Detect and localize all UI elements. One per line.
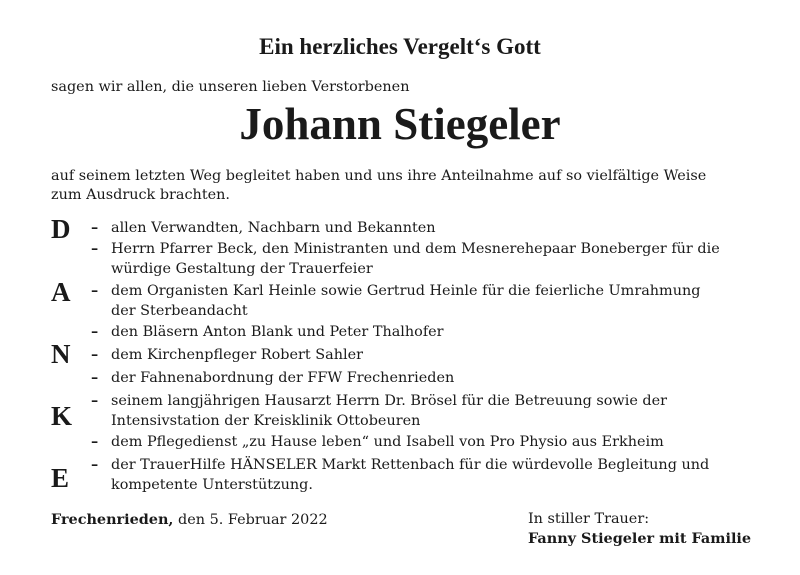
dash-bullet: – bbox=[91, 323, 99, 340]
dash-bullet: – bbox=[91, 219, 99, 236]
dash-bullet: – bbox=[91, 456, 99, 473]
thanks-item-text: Herrn Pfarrer Beck, den Ministranten und dem Mesnerehepaar Boneberger für die bbox=[111, 241, 720, 257]
dash-bullet: – bbox=[91, 369, 99, 386]
thanks-item bbox=[91, 391, 791, 431]
announcement-heading: Ein herzliches Vergelt‘s Gott bbox=[259, 34, 541, 59]
thanks-item-text-cont: Intensivstation der Kreisklinik Ottobeuren bbox=[111, 413, 421, 429]
dash-bullet: – bbox=[91, 346, 99, 363]
thanks-item-text-cont: kompetente Unterstützung. bbox=[111, 477, 313, 493]
thanks-item bbox=[91, 239, 791, 279]
dash-bullet: – bbox=[91, 392, 99, 409]
danke-letter-n: N bbox=[51, 339, 71, 369]
thanks-item-text: dem Kirchenpfleger Robert Sahler bbox=[111, 347, 363, 363]
danke-letter-e: E bbox=[51, 463, 70, 493]
danke-letter-a: A bbox=[51, 277, 71, 307]
thanks-item bbox=[91, 455, 791, 495]
thanks-item-text: dem Pflegedienst „zu Hause leben“ und Isabell von Pro Physio aus Erkheim bbox=[111, 434, 664, 450]
thanks-item-text-cont: der Sterbeandacht bbox=[111, 303, 248, 319]
thanks-item bbox=[91, 368, 791, 388]
date: den 5. Februar 2022 bbox=[173, 512, 328, 528]
thanks-item-text: allen Verwandten, Nachbarn und Bekannten bbox=[111, 220, 436, 236]
thanks-item-text-cont: würdige Gestaltung der Trauerfeier bbox=[111, 261, 373, 277]
thanks-item bbox=[91, 218, 791, 238]
thanks-item-text: der TrauerHilfe HÄNSELER Markt Rettenbach für die würdevolle Begleitung und bbox=[111, 457, 710, 473]
thanks-item bbox=[91, 432, 791, 452]
deceased-name: Johann Stiegeler bbox=[239, 99, 561, 149]
body-text-line-2: zum Ausdruck brachten. bbox=[51, 187, 230, 203]
thanks-item bbox=[91, 322, 791, 342]
thanks-item-text: dem Organisten Karl Heinle sowie Gertrud Heinle für die feierliche Umrahmung bbox=[111, 283, 701, 299]
thanks-item-text: seinem langjährigen Hausarzt Herrn Dr. Brösel für die Betreuung sowie der bbox=[111, 393, 668, 409]
danke-letter-k: K bbox=[51, 401, 73, 431]
thanks-item-text: den Bläsern Anton Blank und Peter Thalhofer bbox=[111, 324, 444, 340]
thanks-item-text: der Fahnenabordnung der FFW Frechenrieden bbox=[111, 370, 455, 386]
danke-letter-d: D bbox=[51, 214, 71, 244]
place: Frechenrieden, bbox=[51, 511, 174, 528]
dash-bullet: – bbox=[91, 240, 99, 257]
dash-bullet: – bbox=[91, 433, 99, 450]
dash-bullet: – bbox=[91, 282, 99, 299]
place-date bbox=[51, 509, 328, 531]
intro-text: sagen wir allen, die unseren lieben Verstorbenen bbox=[51, 79, 410, 95]
thanks-item bbox=[91, 281, 791, 321]
thanks-item bbox=[91, 345, 791, 365]
signature: Fanny Stiegeler mit Familie bbox=[528, 530, 752, 547]
body-text-line-1: auf seinem letzten Weg begleitet haben und uns ihre Anteilnahme auf so vielfältige Weise bbox=[51, 168, 707, 184]
mourning-label: In stiller Trauer: bbox=[528, 511, 650, 527]
